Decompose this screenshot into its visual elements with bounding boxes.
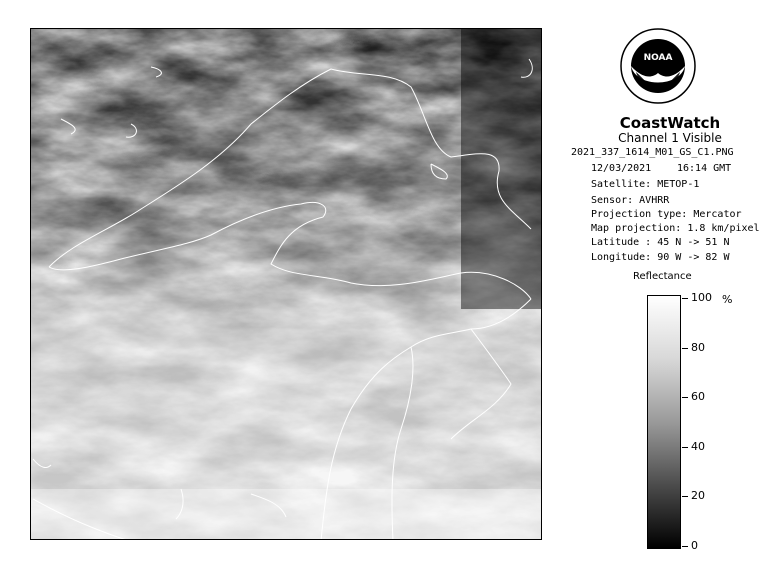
colorbar-tick: [682, 397, 688, 398]
colorbar-tick-label: 20: [691, 489, 705, 503]
app-title: CoastWatch: [619, 114, 721, 132]
colorbar-tick: [682, 298, 688, 299]
projection-type: Projection type: Mercator: [591, 209, 742, 220]
colorbar-tick-label: 0: [691, 539, 698, 552]
latitude-range: Latitude : 45 N -> 51 N: [591, 237, 730, 248]
map-projection: Map projection: 1.8 km/pixel: [591, 223, 760, 234]
file-name: 2021_337_1614_M01_GS_C1.PNG: [571, 147, 734, 158]
satellite-info: Satellite: METOP-1: [591, 179, 700, 190]
colorbar-tick: [682, 348, 688, 349]
colorbar-tick-label: 100: [691, 291, 712, 304]
channel-subtitle: Channel 1 Visible: [618, 131, 722, 145]
colorbar-tick-label: 40: [691, 439, 705, 453]
colorbar-tick-label: 80: [691, 340, 705, 354]
colorbar-tick: [682, 546, 688, 547]
sensor-info: Sensor: AVHRR: [591, 195, 670, 206]
colorbar-tick: [682, 447, 688, 448]
satellite-image: [30, 28, 542, 540]
longitude-range: Longitude: 90 W -> 82 W: [591, 252, 730, 263]
colorbar-label: Reflectance: [633, 271, 692, 282]
colorbar-unit: %: [722, 293, 733, 306]
cloud-imagery: [31, 29, 542, 540]
acquisition-date: 12/03/2021: [591, 163, 652, 174]
acquisition-time: 16:14 GMT: [677, 163, 732, 174]
reflectance-colorbar: [647, 295, 681, 549]
noaa-logo-icon: [620, 28, 696, 104]
logo-text: NOAA: [643, 53, 673, 63]
colorbar-tick-label: 60: [691, 390, 705, 404]
colorbar-tick: [682, 496, 688, 497]
